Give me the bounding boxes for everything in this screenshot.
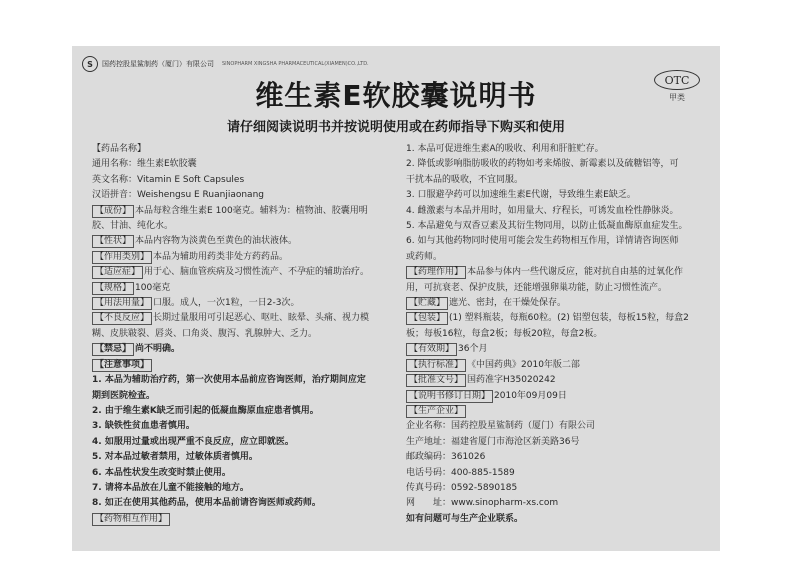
text-line: 如有问题可与生产企业联系。 bbox=[406, 513, 524, 524]
text-line: 英文名称：Vitamin E Soft Capsules bbox=[92, 174, 245, 185]
text-line: 【规格】 100毫克 bbox=[92, 281, 402, 296]
section-label: 【规格】 bbox=[92, 282, 134, 295]
section-heading: 【药品名称】 bbox=[92, 144, 147, 154]
text-line: 【说明书修订日期】 2010年09月09日 bbox=[406, 389, 716, 404]
text-line: 【批准文号】 国药准字H35020242 bbox=[406, 373, 716, 388]
section-label: 【说明书修订日期】 bbox=[406, 390, 493, 403]
section-label: 【性状】 bbox=[92, 235, 134, 248]
text-line: 通用名称：维生素E软胶囊 bbox=[92, 159, 197, 170]
text-line: 或药师。 bbox=[406, 251, 443, 262]
section-label: 【用法用量】 bbox=[92, 297, 152, 310]
text-line: 网 址：www.sinopharm-xs.com bbox=[406, 498, 559, 509]
page-title: 维生素E软胶囊说明书 bbox=[255, 79, 537, 112]
section-label: 【成份】 bbox=[92, 205, 134, 218]
text-line: 6. 如与其他药物同时使用可能会发生药物相互作用，详情请咨询医师 bbox=[406, 236, 679, 247]
otc-mark bbox=[654, 70, 700, 103]
text-line: 板；每板16粒，每盒2板；每板20粒，每盒2板。 bbox=[406, 328, 603, 339]
leaflet-scan bbox=[72, 46, 720, 551]
right-column bbox=[406, 142, 716, 527]
text-line: 1. 本品可促进维生素A的吸收、利用和肝脏贮存。 bbox=[406, 144, 604, 154]
text-line: 5. 本品避免与双香豆素及其衍生物同用，以防止低凝血酶原血症发生。 bbox=[406, 221, 688, 232]
text-line: 4. 如服用过量或出现严重不良反应，应立即就医。 bbox=[92, 436, 294, 447]
text-line: 【作用类别】 本品为辅助用药类非处方药药品。 bbox=[92, 250, 402, 265]
text-line: 【不良反应】 长期过量服用可引起恶心、呕吐、眩晕、头痛、视力模 bbox=[92, 311, 402, 326]
left-column bbox=[92, 142, 402, 527]
section-label: 【作用类别】 bbox=[92, 251, 152, 264]
section-label: 【药物相互作用】 bbox=[92, 513, 170, 526]
text-line: 汉语拼音：Weishengsu E Ruanjiaonang bbox=[92, 190, 264, 201]
text-line: 干扰本品的吸收，不宜同服。 bbox=[406, 174, 524, 185]
section-label: 【贮藏】 bbox=[406, 297, 448, 310]
text-line: 生产地址：福建省厦门市海沧区新美路36号 bbox=[406, 436, 580, 447]
text-line: 1. 本品为辅助治疗药，第一次使用本品前应咨询医师，治疗期间应定 bbox=[92, 375, 366, 386]
text-line: 邮政编码：361026 bbox=[406, 452, 486, 463]
section-label: 【药理作用】 bbox=[406, 266, 466, 279]
company-header bbox=[82, 54, 369, 74]
text-line: 糊、皮肤皲裂、唇炎、口角炎、腹泻、乳腺肿大、乏力。 bbox=[92, 328, 318, 339]
text-line: 传真号码：0592-5890185 bbox=[406, 482, 518, 493]
text-line: 企业名称：国药控股星鲨制药（厦门）有限公司 bbox=[406, 421, 596, 432]
otc-category: 甲类 bbox=[669, 93, 685, 102]
page-subtitle: 请仔细阅读说明书并按说明使用或在药师指导下购买和使用 bbox=[226, 120, 565, 135]
text-line: 电话号码：400-885-1589 bbox=[406, 467, 515, 478]
text-line: 【包装】 (1) 塑料瓶装，每瓶60粒。(2) 铝塑包装，每板15粒，每盒2 bbox=[406, 311, 716, 326]
section-label: 【生产企业】 bbox=[406, 405, 466, 418]
text-line: 3. 缺铁性贫血患者慎用。 bbox=[92, 421, 195, 432]
text-line: 用，可抗衰老、保护皮肤，还能增强卵巢功能，防止习惯性流产。 bbox=[406, 282, 668, 293]
section-label: 【包装】 bbox=[406, 312, 448, 325]
section-label: 【不良反应】 bbox=[92, 312, 152, 325]
text-line bbox=[406, 404, 716, 419]
text-line: 【执行标准】 《中国药典》2010年版二部 bbox=[406, 358, 716, 373]
section-label: 【适应症】 bbox=[92, 266, 143, 279]
text-line: 8. 如正在使用其他药品，使用本品前请咨询医师或药师。 bbox=[92, 498, 321, 509]
text-line: 2. 降低或影响脂肪吸收的药物如考来烯胺、新霉素以及硫糖铝等，可 bbox=[406, 159, 679, 170]
text-line: 4. 雌激素与本品并用时，如用量大、疗程长，可诱发血栓性静脉炎。 bbox=[406, 205, 679, 216]
text-line: 【有效期】 36个月 bbox=[406, 342, 716, 357]
company-name: 国药控股星鲨制药（厦门）有限公司 bbox=[102, 60, 214, 68]
section-label: 【有效期】 bbox=[406, 343, 457, 356]
text-line: 【性状】 本品内容物为淡黄色至黄色的油状液体。 bbox=[92, 234, 402, 249]
text-line: 胶、甘油、纯化水。 bbox=[92, 221, 174, 232]
text-line: 【禁忌】 尚不明确。 bbox=[92, 342, 402, 357]
section-label: 【执行标准】 bbox=[406, 359, 466, 372]
text-line: 【贮藏】 遮光、密封，在干燥处保存。 bbox=[406, 296, 716, 311]
section-label: 【注意事项】 bbox=[92, 359, 152, 372]
company-name-en: SINOPHARM XINGSHA PHARMACEUTICAL(XIAMEN)CO.,LTD. bbox=[222, 61, 369, 67]
text-line bbox=[92, 358, 402, 373]
company-logo-icon: S bbox=[82, 56, 98, 72]
otc-oval-icon: OTC bbox=[654, 70, 700, 90]
text-line: 2. 由于维生素K缺乏而引起的低凝血酶原血症患者慎用。 bbox=[92, 405, 319, 416]
section-label: 【批准文号】 bbox=[406, 374, 466, 387]
text-line bbox=[92, 512, 402, 527]
text-line: 3. 口服避孕药可以加速维生素E代谢，导致维生素E缺乏。 bbox=[406, 190, 636, 201]
text-line: 【用法用量】 口服。成人，一次1粒，一日2-3次。 bbox=[92, 296, 402, 311]
text-line: 期到医院检查。 bbox=[92, 390, 156, 401]
text-line: 【药理作用】 本品参与体内一些代谢反应，能对抗自由基的过氧化作 bbox=[406, 265, 716, 280]
text-line: 【成份】 本品每粒含维生素E 100毫克。辅料为：植物油、胶囊用明 bbox=[92, 204, 402, 219]
section-label: 【禁忌】 bbox=[92, 343, 134, 356]
text-line: 【适应症】 用于心、脑血管疾病及习惯性流产、不孕症的辅助治疗。 bbox=[92, 265, 402, 280]
text-line: 7. 请将本品放在儿童不能接触的地方。 bbox=[92, 482, 249, 493]
text-line: 6. 本品性状发生改变时禁止使用。 bbox=[92, 467, 231, 478]
text-line: 5. 对本品过敏者禁用，过敏体质者慎用。 bbox=[92, 452, 258, 463]
